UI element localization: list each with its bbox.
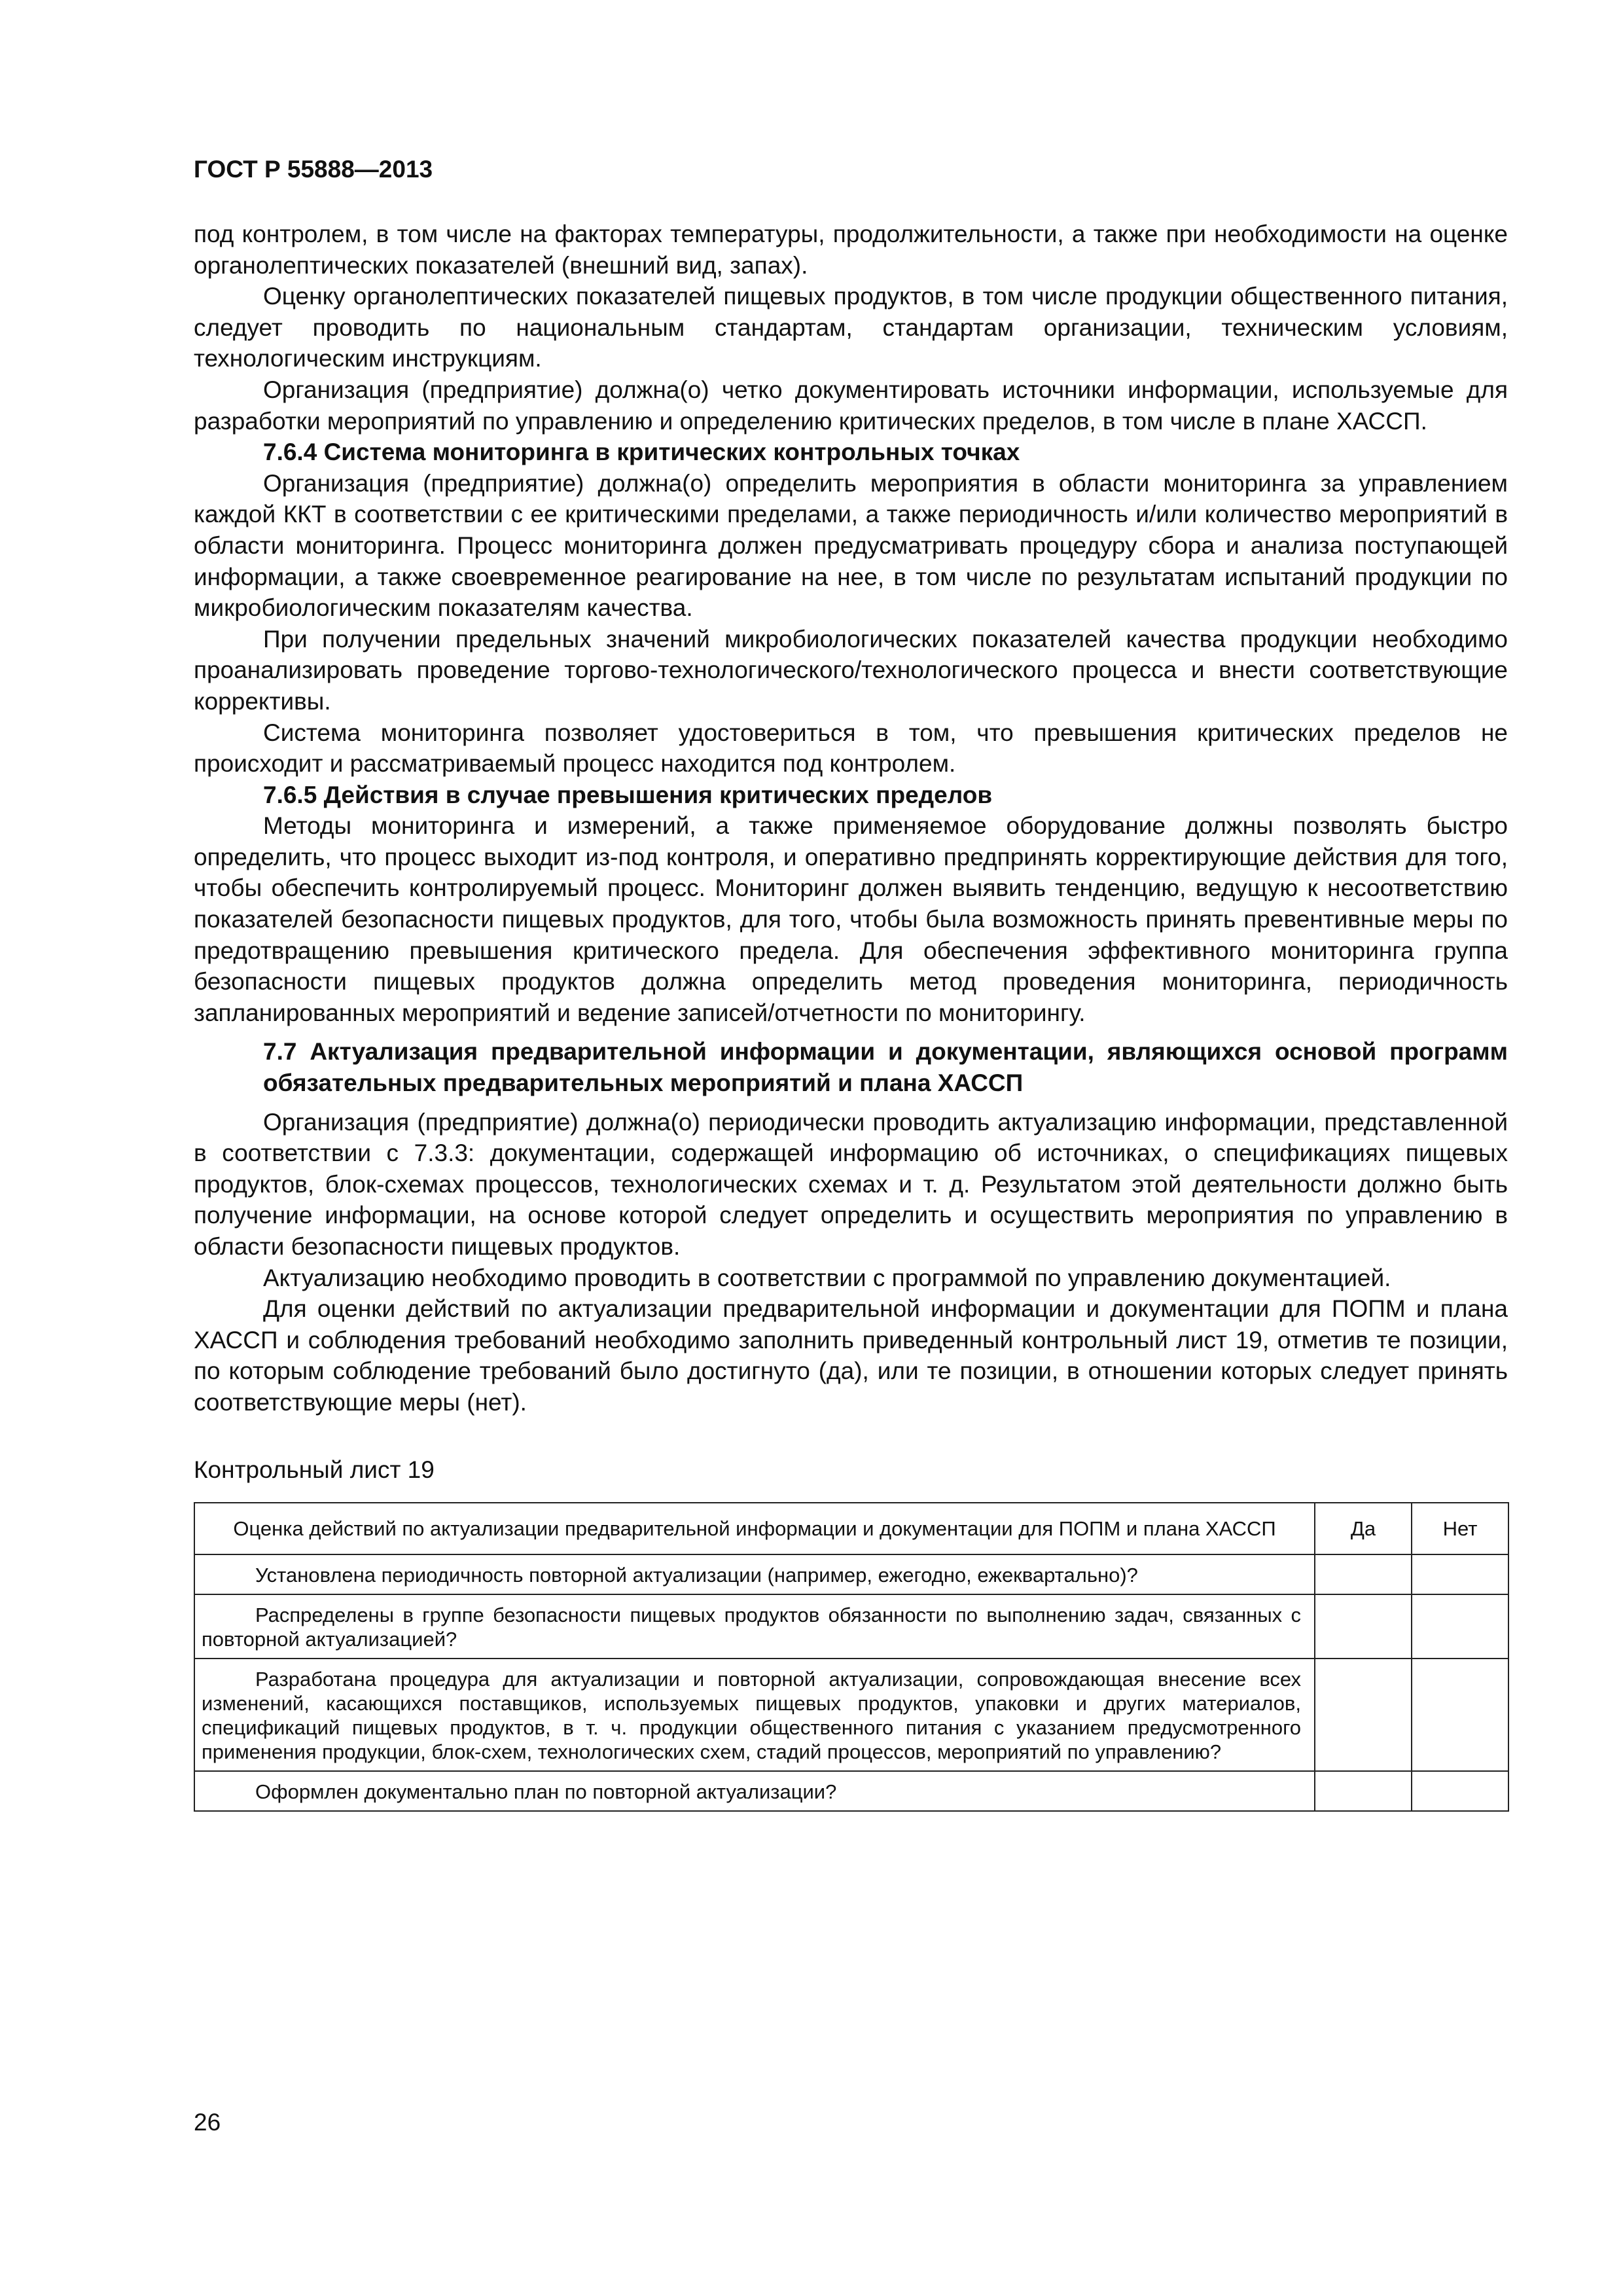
checklist-header-question: Оценка действий по актуализации предварительной информации и документации для ПОПМ и плана ХАССП [194, 1503, 1315, 1554]
paragraph: Актуализацию необходимо проводить в соответствии с программой по управлению документацией. [263, 1264, 1391, 1291]
checklist-no-cell[interactable] [1412, 1554, 1508, 1594]
table-row [194, 1554, 1508, 1594]
checklist-no-cell[interactable] [1412, 1594, 1508, 1659]
page-number: 26 [194, 2109, 221, 2136]
paragraph: под контролем, в том числе на факторах температуры, продолжительности, а также при необходимости на оценке органолептических показателей (внешний вид, запах). [194, 221, 1508, 279]
document-page [194, 154, 1508, 1812]
document-header: ГОСТ Р 55888—2013 [194, 156, 433, 183]
paragraph: Методы мониторинга и измерений, а также применяемое оборудование должны позволять быстро определить, что процесс выходит из-под контроля, и оперативно предпринять корректирующие действия для того, чтобы обеспечить контролируемый процесс. Мониторинг должен выявить тенденцию, ведущую к несоответствию показателей безопасности пищевых продуктов, для того, чтобы была возможность принять превентивные меры по предотвращению превышения критического предела. Для обеспечения эффективного мониторинга группа безопасности пищевых продуктов должна определить метод проведения мониторинга, периодичность запланированных мероприятий и ведение записей/отчетности по мониторингу. [194, 812, 1508, 1026]
paragraph: Организация (предприятие) должна(о) четко документировать источники информации, используемые для разработки мероприятий по управлению и определению критических пределов, в том числе в плане ХАССП. [194, 376, 1508, 435]
checklist-question: Установлена периодичность повторной актуализации (например, ежегодно, ежеквартально)? [194, 1554, 1315, 1594]
section-heading-7-6-4: 7.6.4 Система мониторинга в критических контрольных точках [263, 439, 1020, 466]
paragraph: Оценку органолептических показателей пищевых продуктов, в том числе продукции общественного питания, следует проводить по национальным стандартам, стандартам организации, техническим условиям, технологическим инструкциям. [194, 283, 1508, 372]
checklist-yes-cell[interactable] [1315, 1554, 1412, 1594]
table-row [194, 1659, 1508, 1771]
checklist-header-row [194, 1503, 1508, 1554]
table-row [194, 1771, 1508, 1811]
paragraph: Для оценки действий по актуализации предварительной информации и документации для ПОПМ и плана ХАССП и соблюдения требований необходимо заполнить приведенный контрольный лист 19, отметив те позиции, по которым соблюдение требований было достигнуто (да), или те позиции, в отношении которых следует принять соответствующие меры (нет). [194, 1295, 1508, 1416]
checklist-yes-cell[interactable] [1315, 1771, 1412, 1811]
paragraph: Организация (предприятие) должна(о) определить мероприятия в области мониторинга за управлением каждой ККТ в соответствии с ее критическими пределами, а также периодичность и/или количество мероприятий в области мониторинга. Процесс мониторинга должен предусматривать процедуру сбора и анализа поступающей информации, а также своевременное реагирование на нее, в том числе по результатам испытаний продукции по микробиологическим показателям качества. [194, 469, 1508, 622]
checklist-no-cell[interactable] [1412, 1659, 1508, 1771]
checklist-question: Оформлен документально план по повторной актуализации? [194, 1771, 1315, 1811]
section-heading-7-7: 7.7 Актуализация предварительной информации и документации, являющихся основой программ обязательных предварительных мероприятий и плана ХАССП [263, 1038, 1508, 1097]
checklist-yes-cell[interactable] [1315, 1594, 1412, 1659]
checklist-question: Распределены в группе безопасности пищевых продуктов обязанности по выполнению задач, связанных с повторной актуализацией? [194, 1594, 1315, 1659]
checklist-caption: Контрольный лист 19 [194, 1456, 435, 1483]
section-heading-7-6-5: 7.6.5 Действия в случае превышения критических пределов [263, 781, 993, 808]
checklist-header-yes: Да [1315, 1503, 1412, 1554]
checklist-yes-cell[interactable] [1315, 1659, 1412, 1771]
checklist-table [194, 1502, 1509, 1812]
paragraph: При получении предельных значений микробиологических показателей качества продукции необходимо проанализировать проведение торгово-технологического/технологического процесса и внести соответствующие коррективы. [194, 625, 1508, 715]
checklist-no-cell[interactable] [1412, 1771, 1508, 1811]
table-row [194, 1594, 1508, 1659]
checklist-header-no: Нет [1412, 1503, 1508, 1554]
paragraph: Организация (предприятие) должна(о) периодически проводить актуализацию информации, представленной в соответствии с 7.3.3: документации, содержащей информацию об источниках, о спецификациях пищевых продуктов, блок-схемах процессов, технологических схемах и т. д. Результатом этой деятельности должно быть получение информации, на основе которой следует определить и осуществить мероприятия по управлению в области безопасности пищевых продуктов. [194, 1108, 1508, 1260]
paragraph: Система мониторинга позволяет удостовериться в том, что превышения критических пределов не происходит и рассматриваемый процесс находится под контролем. [194, 719, 1508, 778]
checklist-question: Разработана процедура для актуализации и повторной актуализации, сопровождающая внесение всех изменений, касающихся поставщиков, используемых пищевых продуктов, упаковки и других материалов, спецификаций пищевых продуктов, в т. ч. продукции общественного питания с указанием предусмотренного применения продукции, блок-схем, технологических схем, стадий процессов, мероприятий по управлению? [194, 1659, 1315, 1771]
